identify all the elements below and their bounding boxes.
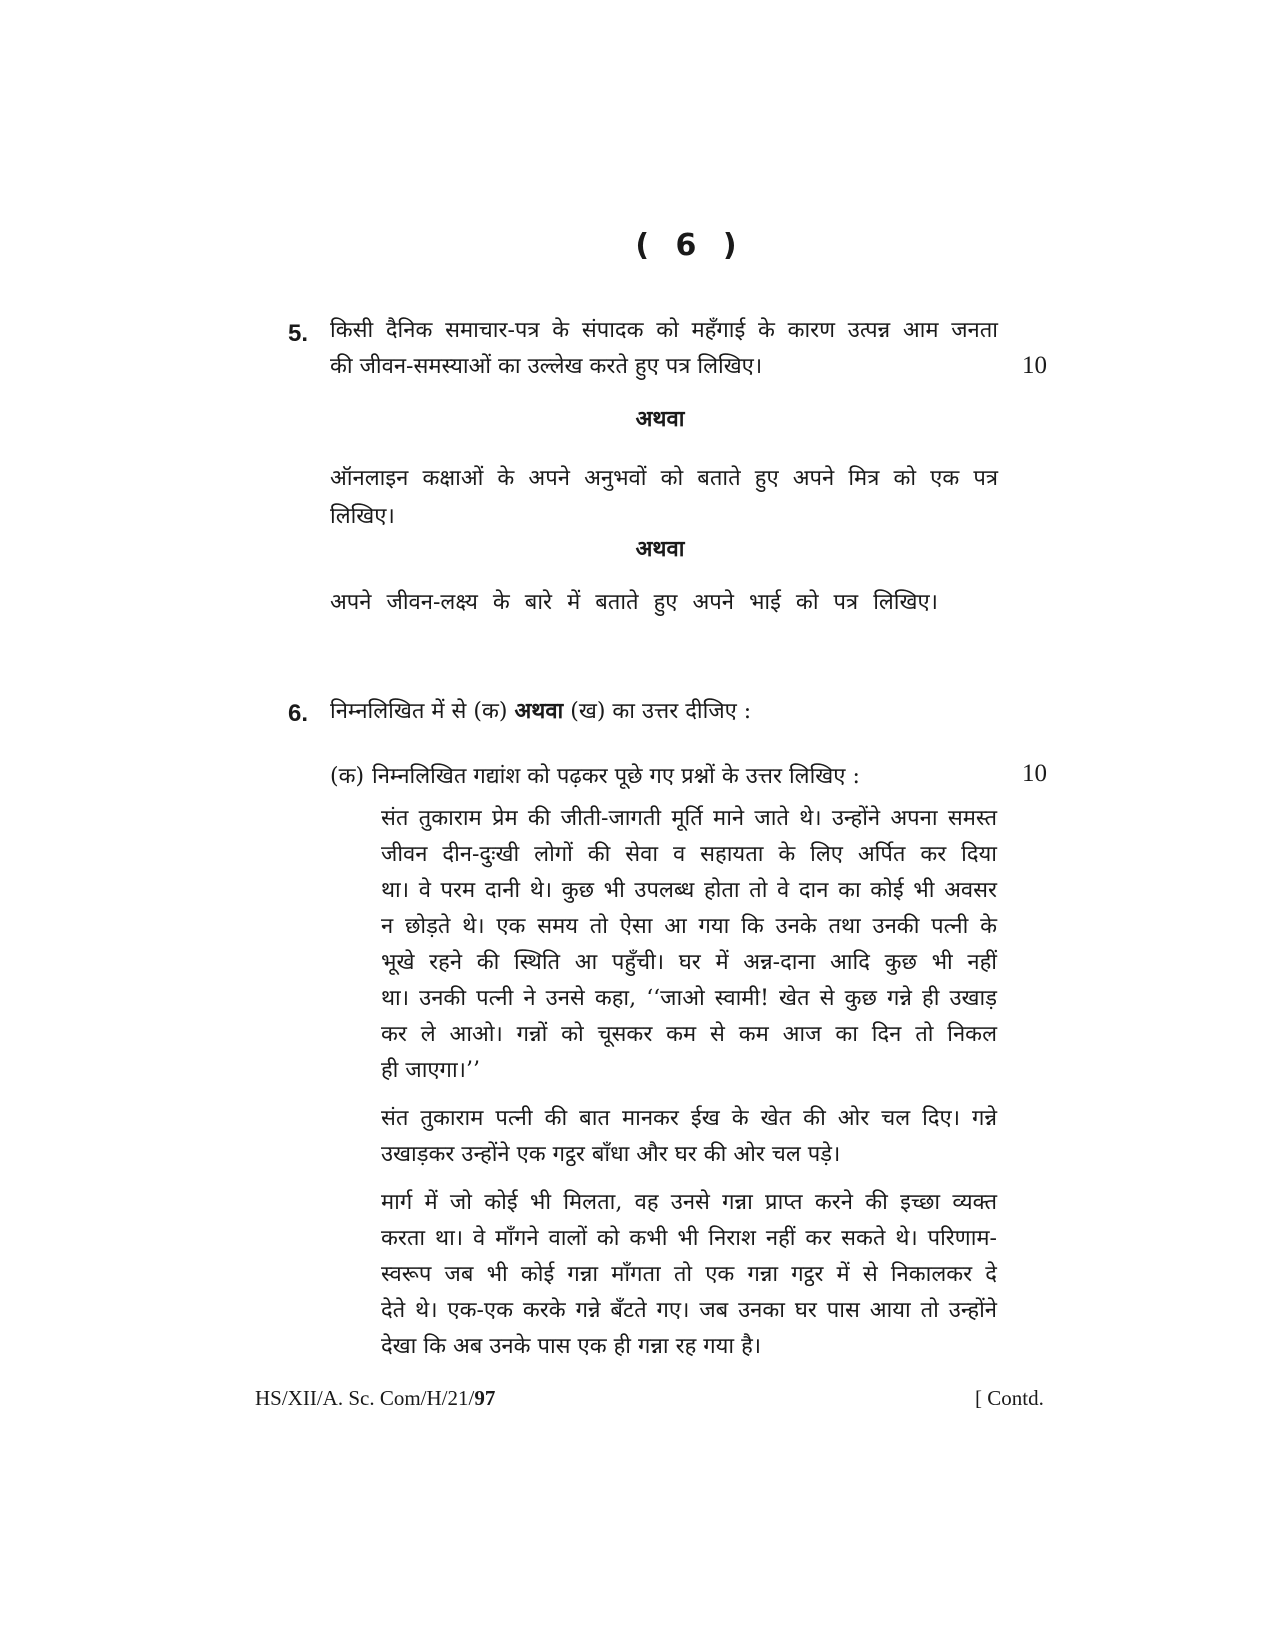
passage-line: देखा कि अब उनके पास एक ही गन्ना रह गया है। <box>381 1334 762 1359</box>
question-5-alt-1-line-2: लिखिए। <box>330 504 395 529</box>
subquestion-ka-text: निम्नलिखित गद्यांश को पढ़कर पूछे गए प्रश्नों के उत्तर लिखिए : <box>372 764 860 789</box>
or-separator-1: अथवा <box>635 406 685 432</box>
passage-line: ही जाएगा।’’ <box>381 1058 480 1083</box>
passage-line: उखाड़कर उन्होंने एक गट्ठर बाँधा और घर की ओर चल पड़े। <box>381 1142 841 1167</box>
question-5-marks: 10 <box>1022 352 1047 379</box>
question-6-intro-part-1: निम्नलिखित में से (क) <box>330 699 508 724</box>
or-separator-2: अथवा <box>635 536 685 562</box>
page-number: ( 6 ) <box>635 228 745 263</box>
question-6-number: 6. <box>288 700 309 727</box>
question-6-intro <box>330 692 751 731</box>
question-5-line-1: किसी दैनिक समाचार-पत्र के संपादक को महँगाई के कारण उत्पन्न आम जनता <box>330 318 998 343</box>
question-6-marks: 10 <box>1022 760 1047 787</box>
question-5-line-2: की जीवन-समस्याओं का उल्लेख करते हुए पत्र लिखिए। <box>330 354 763 379</box>
passage-line: न छोड़ते थे। एक समय तो ऐसा आ गया कि उनके तथा उनकी पत्नी के <box>381 914 997 939</box>
passage-line: भूखे रहने की स्थिति आ पहुँची। घर में अन्न-दाना आदि कुछ भी नहीं <box>381 950 997 975</box>
passage-line: संत तुकाराम पत्नी की बात मानकर ईख के खेत की ओर चल दिए। गन्ने <box>381 1106 997 1131</box>
passage-line: देते थे। एक-एक करके गन्ने बँटते गए। जब उनका घर पास आया तो उन्होंने <box>381 1298 997 1323</box>
subquestion-ka-label: (क) <box>330 764 365 789</box>
question-6-intro-or: अथवा <box>514 698 564 724</box>
passage-line: संत तुकाराम प्रेम की जीती-जागती मूर्ति माने जाते थे। उन्होंने अपना समस्त <box>381 806 997 831</box>
passage-line: करता था। वे माँगने वालों को कभी भी निराश नहीं कर सकते थे। परिणाम- <box>381 1226 997 1251</box>
paper-code-number: 97 <box>474 1386 496 1410</box>
question-5-alt-2-line-1: अपने जीवन-लक्ष्य के बारे में बताते हुए अपने भाई को पत्र लिखिए। <box>330 590 938 615</box>
question-5-number: 5. <box>288 320 309 347</box>
passage-line: था। वे परम दानी थे। कुछ भी उपलब्ध होता तो वे दान का कोई भी अवसर <box>381 878 997 903</box>
question-5-alt-1-line-1: ऑनलाइन कक्षाओं के अपने अनुभवों को बताते हुए अपने मित्र को एक पत्र <box>330 466 998 491</box>
paper-code <box>255 1386 495 1411</box>
passage-line: जीवन दीन-दुःखी लोगों की सेवा व सहायता के लिए अर्पित कर दिया <box>381 842 997 867</box>
question-6-intro-part-2: (ख) का उत्तर दीजिए : <box>570 699 752 724</box>
passage-line: कर ले आओ। गन्नों को चूसकर कम से कम आज का दिन तो निकल <box>381 1022 997 1047</box>
passage-line: स्वरूप जब भी कोई गन्ना माँगता तो एक गन्ना गट्ठर में से निकालकर दे <box>381 1262 997 1287</box>
continued-marker: [ Contd. <box>975 1386 1044 1410</box>
passage-line: था। उनकी पत्नी ने उनसे कहा, ‘‘जाओ स्वामी! खेत से कुछ गन्ने ही उखाड़ <box>381 986 997 1011</box>
passage-line: मार्ग में जो कोई भी मिलता, वह उनसे गन्ना प्राप्त करने की इच्छा व्यक्त <box>381 1190 997 1215</box>
paper-code-prefix: HS/XII/A. Sc. Com/H/21/ <box>255 1386 475 1410</box>
